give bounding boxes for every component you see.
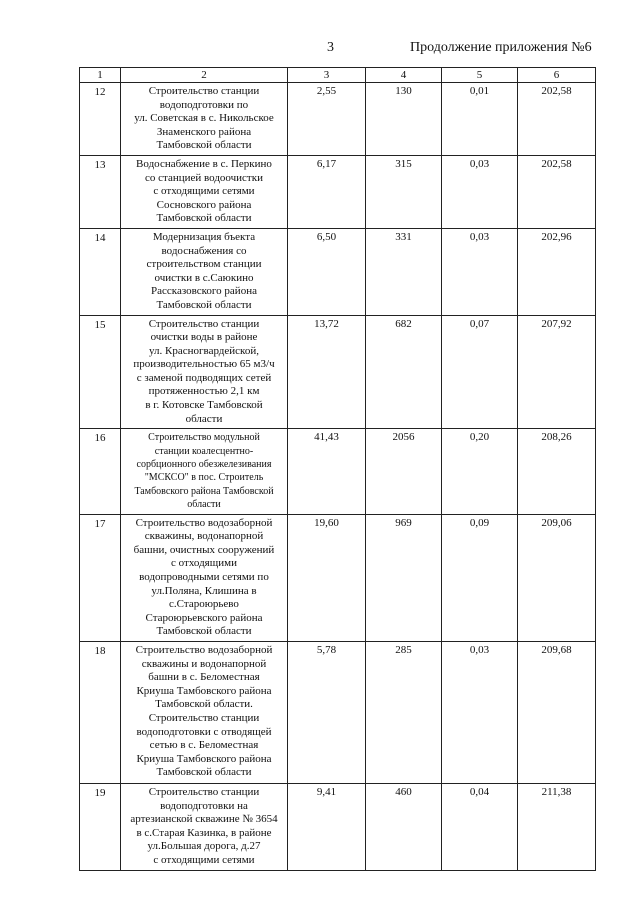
object-name-line: Строительство станции (148, 712, 260, 724)
object-name-line: в г. Котовске Тамбовской (145, 399, 263, 412)
object-name-line: Строительство станции (148, 317, 260, 330)
column-header: 6 (518, 68, 596, 83)
object-name-line: "МСКСО" в пос. Строитель (144, 472, 264, 484)
column-6-cell: 208,26 (518, 429, 596, 514)
object-name-line: ул.Поляна, Клишина в (151, 584, 257, 597)
object-name-line: Тамбовской области (156, 766, 252, 779)
column-6-cell: 209,06 (518, 514, 596, 641)
page-number: 3 (327, 40, 334, 55)
table-row (80, 228, 596, 315)
object-name-cell (121, 155, 288, 228)
column-header: 3 (288, 68, 366, 83)
column-3-cell: 9,41 (288, 784, 366, 871)
column-header: 1 (80, 68, 121, 83)
object-name-line: водоподготовки с отводящей (136, 725, 272, 738)
object-name-line: области (187, 499, 221, 511)
object-name-line: Строительство станции (148, 85, 260, 97)
column-5-cell: 0,03 (442, 228, 518, 315)
object-name-line: с заменой подводящих сетей (136, 371, 272, 384)
object-name-line: Рассказовского района (151, 285, 257, 298)
column-4-cell: 331 (366, 228, 442, 315)
table-row (80, 315, 596, 429)
object-name-line: Строительство водозаборной (135, 644, 273, 657)
column-3-cell: 19,60 (288, 514, 366, 641)
object-name-cell (121, 315, 288, 429)
object-name-line: строительством станции (146, 258, 262, 271)
column-5-cell: 0,03 (442, 155, 518, 228)
object-name-line: Тамбовской области (156, 298, 252, 311)
row-number-cell: 13 (80, 155, 121, 228)
column-header: 5 (442, 68, 518, 83)
object-name-line: Староюрьевского района (145, 611, 263, 624)
object-name-line: скважины и водонапорной (141, 657, 267, 670)
object-name-line: ул.Большая дорога, д.27 (147, 840, 261, 853)
object-name-line: с отходящими (171, 557, 237, 570)
column-header: 4 (366, 68, 442, 83)
object-name-line: с отходящими сетями (153, 854, 255, 866)
row-number-cell: 18 (80, 642, 121, 784)
object-name-line: водоснабжения со (161, 244, 247, 257)
column-6-cell: 202,58 (518, 83, 596, 156)
object-name-line: Модернизация бъекта (152, 230, 256, 243)
column-5-cell: 0,01 (442, 83, 518, 156)
column-4-cell: 315 (366, 155, 442, 228)
column-4-cell: 682 (366, 315, 442, 429)
object-name-line: с.Староюрьево (169, 598, 239, 611)
column-4-cell: 969 (366, 514, 442, 641)
object-name-cell (121, 83, 288, 156)
object-name-line: сетью в с. Беломестная (149, 739, 259, 752)
object-name-line: Тамбовской области. (155, 698, 253, 711)
object-name-line: станции коалесцентно- (154, 445, 254, 457)
table-row (80, 784, 596, 871)
column-5-cell: 0,03 (442, 642, 518, 784)
column-5-cell: 0,20 (442, 429, 518, 514)
object-name-line: водоподготовки по (159, 98, 249, 111)
object-name-line: водопроводными сетями по (139, 571, 269, 584)
column-3-cell: 6,50 (288, 228, 366, 315)
object-name-line: Тамбовской области (156, 139, 252, 152)
column-6-cell: 202,58 (518, 155, 596, 228)
object-name-line: со станцией водоочистки (145, 171, 263, 184)
row-number-cell: 19 (80, 784, 121, 871)
object-name-line: водоподготовки на (160, 799, 248, 812)
object-name-line: производительностью 65 м3/ч (133, 358, 275, 371)
column-5-cell: 0,09 (442, 514, 518, 641)
column-3-cell: 2,55 (288, 83, 366, 156)
object-name-line: Строительство модульной (148, 432, 260, 444)
object-name-line: очистки воды в районе (150, 331, 258, 344)
row-number-cell: 17 (80, 514, 121, 641)
row-number-cell: 12 (80, 83, 121, 156)
object-name-line: сорбционного обезжелезивания (136, 459, 272, 471)
object-name-line: в с.Старая Казинка, в районе (136, 826, 272, 839)
object-name-cell (121, 228, 288, 315)
data-table (79, 67, 596, 871)
column-3-cell: 41,43 (288, 429, 366, 514)
object-name-line: Криуша Тамбовского района (136, 684, 272, 697)
column-4-cell: 460 (366, 784, 442, 871)
column-3-cell: 6,17 (288, 155, 366, 228)
table-row (80, 514, 596, 641)
column-5-cell: 0,07 (442, 315, 518, 429)
object-name-line: области (185, 412, 223, 425)
column-header: 2 (121, 68, 288, 83)
object-name-line: Тамбовского района Тамбовской (134, 485, 274, 497)
object-name-line: Криуша Тамбовского района (136, 752, 272, 765)
object-name-line: очистки в с.Саюкино (154, 271, 254, 284)
object-name-line: Знаменского района (156, 125, 252, 138)
object-name-line: ул. Красногвардейской, (149, 344, 259, 357)
column-6-cell: 211,38 (518, 784, 596, 871)
appendix-title: Продолжение приложения №6 (410, 40, 592, 55)
object-name-line: Сосновского района (156, 198, 252, 211)
object-name-cell (121, 642, 288, 784)
column-4-cell: 2056 (366, 429, 442, 514)
table-row (80, 155, 596, 228)
column-4-cell: 130 (366, 83, 442, 156)
object-name-line: скважины, водонапорной (144, 530, 264, 543)
column-6-cell: 207,92 (518, 315, 596, 429)
object-name-line: Тамбовской области (156, 625, 252, 638)
object-name-line: протяженностью 2,1 км (148, 385, 260, 398)
table-row (80, 429, 596, 514)
object-name-line: Водоснабжение в с. Перкино (136, 157, 272, 170)
object-name-cell (121, 514, 288, 641)
row-number-cell: 15 (80, 315, 121, 429)
table-header-row (80, 68, 596, 83)
object-name-line: башни, очистных сооружений (133, 543, 275, 556)
object-name-cell (121, 429, 288, 514)
column-4-cell: 285 (366, 642, 442, 784)
object-name-line: Тамбовской области (156, 212, 252, 225)
table-row (80, 642, 596, 784)
object-name-cell (121, 784, 288, 871)
column-3-cell: 5,78 (288, 642, 366, 784)
column-6-cell: 202,96 (518, 228, 596, 315)
row-number-cell: 14 (80, 228, 121, 315)
column-5-cell: 0,04 (442, 784, 518, 871)
column-6-cell: 209,68 (518, 642, 596, 784)
object-name-line: ул. Советская в с. Никольское (134, 112, 274, 125)
table-row (80, 83, 596, 156)
object-name-line: Строительство водозаборной (135, 516, 273, 529)
column-3-cell: 13,72 (288, 315, 366, 429)
object-name-line: артезианской скважине № 3654 (130, 813, 278, 826)
row-number-cell: 16 (80, 429, 121, 514)
object-name-line: башни в с. Беломестная (148, 671, 260, 684)
object-name-line: с отходящими сетями (153, 185, 255, 198)
object-name-line: Строительство станции (148, 786, 260, 799)
